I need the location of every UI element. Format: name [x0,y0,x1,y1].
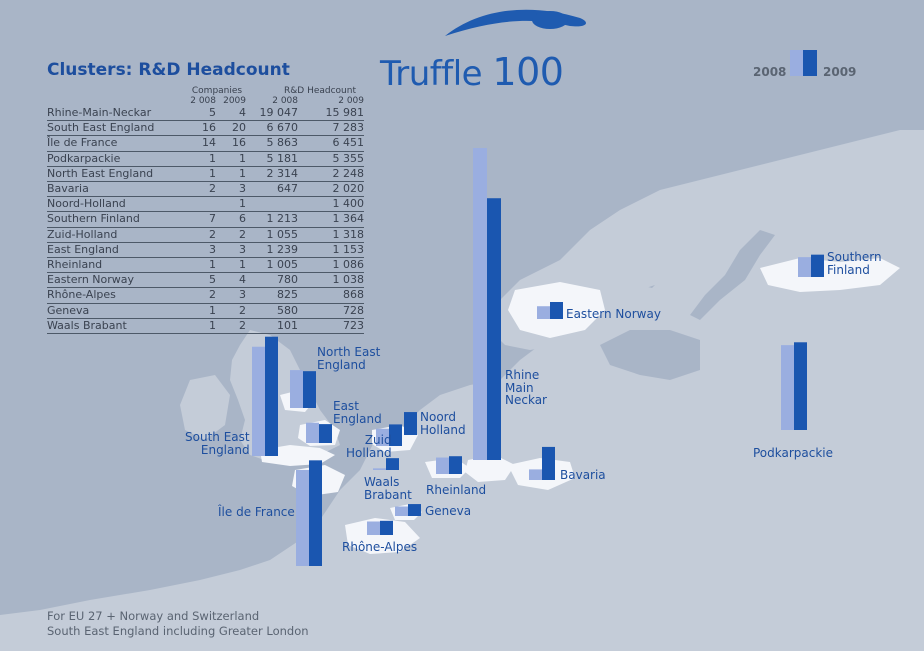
label-north-east-england: North East England [317,345,381,372]
companies-2009-cell: 1 [216,197,246,212]
rd-2008-cell: 1 055 [246,227,298,242]
row-name-cell: Île de France [47,136,182,151]
companies-2009-cell: 1 [216,151,246,166]
companies-2009-cell: 3 [216,182,246,197]
rd-2009-cell: 868 [298,288,364,303]
rd-2009-cell: 2 248 [298,166,364,181]
companies-2008-cell: 2 [182,288,216,303]
row-name-cell: North East England [47,166,182,181]
row-name-cell: Rhine-Main-Neckar [47,106,182,121]
companies-2008-cell: 1 [182,303,216,318]
bar-podkarpackie-2009 [794,342,807,430]
table-row [47,318,364,333]
table-row [47,182,364,197]
bar-north-east-england-2008 [290,370,303,408]
rd-2008-cell: 780 [246,273,298,288]
companies-2008-cell: 1 [182,318,216,333]
label-podkarpackie: Podkarpackie [753,446,834,460]
companies-2008-cell: 16 [182,121,216,136]
label-eastern-norway: Eastern Norway [566,307,661,321]
rd-2008-cell: 19 047 [246,106,298,121]
bar-north-east-england-2009 [303,371,316,408]
companies-2009-header: 2009 [223,95,246,106]
label-southern-finland: Southern Finland [827,250,882,277]
rd-2008-header: 2 008 [272,95,298,106]
rd-2009-cell: 723 [298,318,364,333]
truffle-logo [380,50,563,94]
companies-2009-cell: 1 [216,258,246,273]
bar-southern-finland-2009 [811,255,824,277]
bar-rhine-main-neckar-2008 [473,148,487,460]
rd-2009-cell: 2 020 [298,182,364,197]
table-row [47,227,364,242]
table-row [47,121,364,136]
row-name-cell: Southern Finland [47,212,182,227]
rd-2008-cell: 580 [246,303,298,318]
row-name-cell: Podkarpackie [47,151,182,166]
companies-2008-cell: 2 [182,182,216,197]
rd-2008-cell: 1 239 [246,242,298,257]
label-waals-brabant: Waals Brabant [364,475,412,502]
table-row [47,242,364,257]
label-rhone-alpes: Rhône-Alpes [342,540,418,554]
label-east-england: East England [333,399,382,426]
bar-south-east-england-2009 [265,337,278,456]
footer-line-1: For EU 27 + Norway and Switzerland [47,609,260,623]
bar-ile-de-france-2008 [296,470,309,566]
bar-rhone-alpes-2009 [380,521,393,535]
row-name-cell: Noord-Holland [47,197,182,212]
rd-2008-cell: 647 [246,182,298,197]
companies-2008-cell: 1 [182,151,216,166]
rd-2009-cell: 5 355 [298,151,364,166]
row-name-cell: Rheinland [47,258,182,273]
chart-title: Clusters: R&D Headcount [47,60,290,80]
legend-2009-label: 2009 [823,65,857,79]
rd-2009-cell: 1 318 [298,227,364,242]
row-name-cell: Bavaria [47,182,182,197]
table-row [47,197,364,212]
rd-2008-cell: 5 181 [246,151,298,166]
row-name-cell: East England [47,242,182,257]
rd-2009-cell: 1 153 [298,242,364,257]
rd-2009-cell: 1 364 [298,212,364,227]
companies-2008-cell: 14 [182,136,216,151]
bar-eastern-norway-2009 [550,302,563,319]
companies-2008-cell: 5 [182,273,216,288]
headcount-table [47,87,364,334]
companies-2008-cell: 1 [182,258,216,273]
table-row [47,151,364,166]
table-row [47,288,364,303]
companies-2008-cell: 5 [182,106,216,121]
footer-notes [47,609,309,639]
rd-2009-cell: 1 400 [298,197,364,212]
table-row [47,258,364,273]
companies-2008-header: 2 008 [190,95,216,106]
rd-2008-cell: 101 [246,318,298,333]
label-rhine: Rhine Main Neckar [505,368,547,407]
bar-rhine-main-neckar-2009 [487,198,501,460]
companies-2008-cell: 3 [182,242,216,257]
legend-2008-label: 2008 [753,65,787,79]
table-row [47,212,364,227]
brand-number: 100 [492,50,564,94]
bar-rhone-alpes-2008 [367,521,380,535]
companies-2009-cell: 4 [216,106,246,121]
companies-2009-cell: 2 [216,318,246,333]
legend-2009-swatch [803,50,817,76]
rd-2008-cell [246,197,298,212]
bar-east-england-2008 [306,423,319,443]
table-row [47,166,364,181]
companies-2009-cell: 3 [216,242,246,257]
row-name-cell: South East England [47,121,182,136]
table-row [47,136,364,151]
table-row [47,273,364,288]
rd-headcount-header: R&D Headcount [284,86,356,96]
rd-2008-cell: 5 863 [246,136,298,151]
companies-2009-cell: 4 [216,273,246,288]
rd-2009-cell: 6 451 [298,136,364,151]
companies-2008-cell: 1 [182,166,216,181]
rd-2009-cell: 7 283 [298,121,364,136]
rd-2009-cell: 728 [298,303,364,318]
label-noord-holland: Noord Holland [420,410,466,437]
rd-2008-cell: 825 [246,288,298,303]
label-bavaria: Bavaria [560,468,606,482]
bar-noord-holland-2009 [404,412,417,435]
companies-2009-cell: 16 [216,136,246,151]
companies-2008-cell [182,197,216,212]
bar-rheinland-2009 [449,456,462,474]
rd-2008-cell: 2 314 [246,166,298,181]
bar-bavaria-2008 [529,469,542,480]
companies-header: Companies [191,86,243,96]
companies-2009-cell: 20 [216,121,246,136]
table-row [47,303,364,318]
table-row [47,106,364,121]
label-ile-de-france: Île de France [218,505,295,519]
rd-2009-cell: 15 981 [298,106,364,121]
bar-east-england-2009 [319,424,332,443]
label-geneva: Geneva [425,504,472,518]
swoosh-icon [440,8,600,38]
bar-bavaria-2009 [542,447,555,480]
label-zuid-holland: Zuid Holland [346,433,392,460]
companies-2009-cell: 1 [216,166,246,181]
rd-2008-cell: 1 213 [246,212,298,227]
bar-eastern-norway-2008 [537,306,550,319]
bar-geneva-2009 [408,504,421,516]
row-name-cell: Waals Brabant [47,318,182,333]
bar-waals-brabant-2009 [386,458,399,470]
brand-word: Truffle [380,54,483,94]
companies-2009-cell: 2 [216,303,246,318]
table-body [47,106,364,334]
rd-2009-cell: 1 038 [298,273,364,288]
row-name-cell: Zuid-Holland [47,227,182,242]
bar-rheinland-2008 [436,458,449,474]
row-name-cell: Rhône-Alpes [47,288,182,303]
row-name-cell: Eastern Norway [47,273,182,288]
footer-line-2: South East England including Greater London [47,624,309,638]
bar-podkarpackie-2008 [781,345,794,430]
bar-southern-finland-2008 [798,257,811,277]
legend-2008-swatch [790,50,803,76]
bar-ile-de-france-2009 [309,460,322,566]
bar-waals-brabant-2008 [373,468,386,470]
rd-2008-cell: 6 670 [246,121,298,136]
companies-2009-cell: 2 [216,227,246,242]
companies-2008-cell: 7 [182,212,216,227]
bar-south-east-england-2008 [252,347,265,456]
rd-2008-cell: 1 005 [246,258,298,273]
label-south-east-england: South East England [185,430,250,457]
companies-2009-cell: 6 [216,212,246,227]
companies-2009-cell: 3 [216,288,246,303]
rd-2009-header: 2 009 [338,95,364,106]
rd-2009-cell: 1 086 [298,258,364,273]
label-rheinland: Rheinland [426,483,487,497]
bar-geneva-2008 [395,506,408,516]
companies-2008-cell: 2 [182,227,216,242]
row-name-cell: Geneva [47,303,182,318]
